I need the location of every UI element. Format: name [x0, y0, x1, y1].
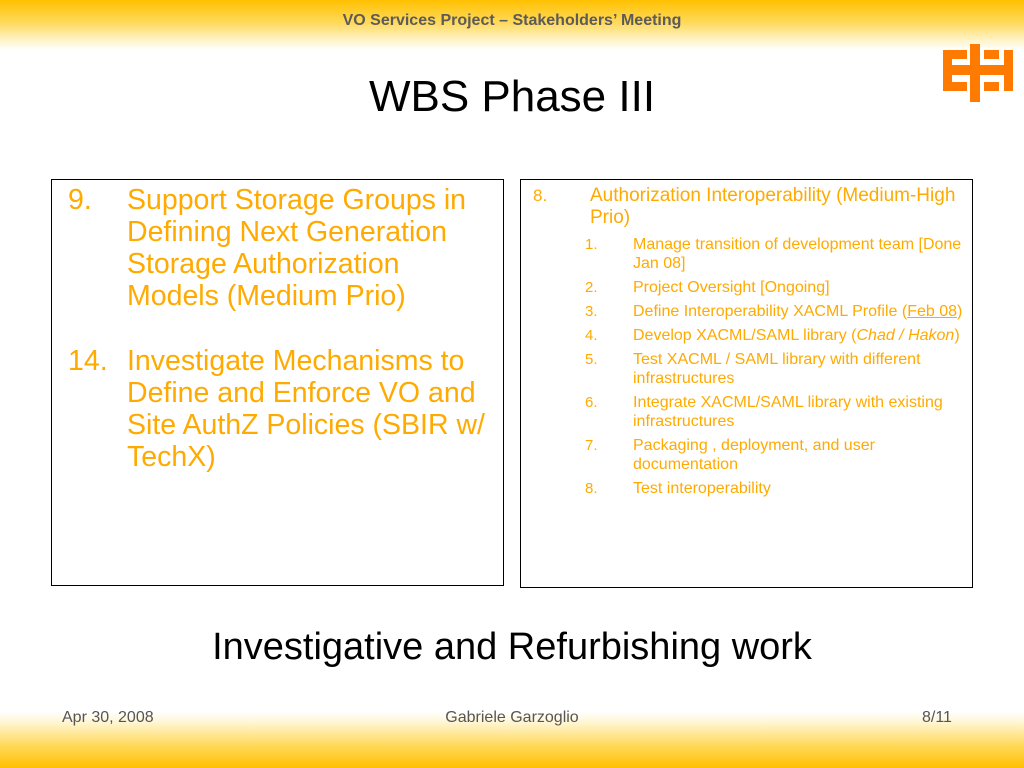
item-text-before: Define Interoperability XACML Profile ( — [633, 303, 908, 320]
item-number: 3. — [585, 303, 598, 320]
item-text: Support Storage Groups in Defining Next Generation Storage Authorization Models (Medium Prio) — [127, 184, 467, 312]
item-text: Packaging , deployment, and user documentation — [633, 437, 875, 473]
date-link[interactable]: Feb 08 — [907, 303, 957, 320]
sub-list — [533, 235, 968, 498]
sub-list-item — [533, 436, 968, 474]
item-text: Investigate Mechanisms to Define and Enforce VO and Site AuthZ Policies (SBIR w/ TechX) — [127, 345, 485, 473]
assignee-names: Chad / Hakon — [856, 327, 955, 344]
item-text: Test XACML / SAML library with different infrastructures — [633, 351, 921, 387]
footer-author: Gabriele Garzoglio — [445, 709, 579, 726]
item-text: Authorization Interoperability (Medium-High Prio) — [590, 185, 956, 228]
item-text-before: Develop XACML/SAML library ( — [633, 327, 857, 344]
left-box — [51, 179, 504, 586]
footer-page-number: 8/11 — [922, 709, 952, 726]
item-number: 7. — [585, 437, 598, 454]
right-list — [533, 185, 968, 503]
sub-list-item — [533, 302, 968, 321]
left-list — [67, 184, 497, 506]
item-number: 4. — [585, 327, 598, 344]
sub-list-item — [533, 235, 968, 273]
list-item — [67, 184, 497, 312]
item-text-after: ) — [957, 303, 963, 320]
item-text-after: ) — [954, 327, 960, 344]
sub-list-item — [533, 479, 968, 498]
sub-list-item — [533, 393, 968, 431]
item-number: 1. — [585, 236, 598, 253]
item-text: Manage transition of development team [Done Jan 08] — [633, 236, 962, 272]
item-text: Integrate XACML/SAML library with existing infrastructures — [633, 394, 943, 430]
footer-date: Apr 30, 2008 — [62, 709, 154, 726]
item-number: 2. — [585, 279, 598, 296]
slide-title: WBS Phase III — [368, 72, 656, 121]
item-number: 5. — [585, 351, 598, 368]
right-box — [520, 179, 973, 588]
main-list-item — [533, 185, 968, 229]
item-number: 8. — [533, 186, 548, 205]
item-text: Test interoperability — [633, 480, 771, 497]
slide-subtitle: Investigative and Refurbishing work — [212, 626, 812, 668]
header-title: VO Services Project – Stakeholders’ Meeting — [342, 12, 682, 29]
sub-list-item — [533, 326, 968, 345]
sub-list-item — [533, 350, 968, 388]
item-text: Project Oversight [Ongoing] — [633, 279, 830, 296]
item-number: 14. — [68, 345, 108, 377]
item-number: 8. — [585, 480, 598, 497]
sub-list-item — [533, 278, 968, 297]
item-number: 9. — [68, 184, 92, 216]
item-number: 6. — [585, 394, 598, 411]
list-item — [67, 345, 497, 473]
